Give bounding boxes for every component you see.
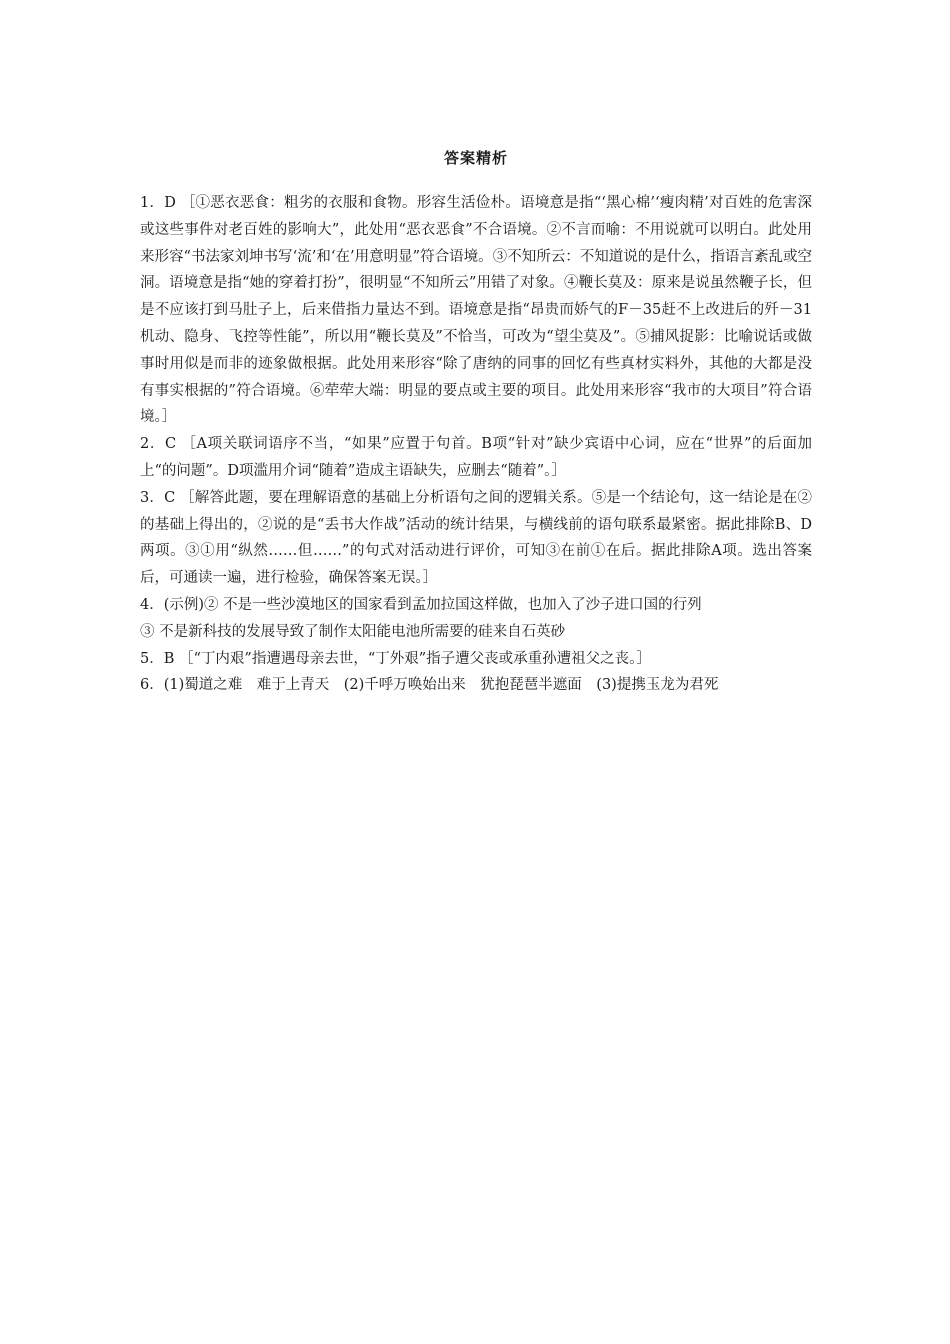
answer-item-6: 6．(1)蜀道之难 难于上青天 (2)千呼万唤始出来 犹抱琵琶半遮面 (3)提携玉龙为君死: [140, 677, 719, 694]
answer-item-1: 1．D ［①恶衣恶食：粗劣的衣服和食物。形容生活俭朴。语境意是指“‘黑心棉’‘瘦肉精’对百姓的危害深或这些事件对老百姓的影响大”，此处用“恶衣恶食”不合语境。②不言而喻：不用说就可以明白。此处用来形容“书法家刘坤书写‘流’和‘在’用意明显”符合语境。③不知所云：不知道说的是什么，指语言紊乱或空洞。语境意是指“她的穿着打扮”，很明显“不知所云”用错了对象。④鞭长莫及：原来是说虽然鞭子长，但是不应该打到马肚子上，后来借指力量达不到。语境意是指“昂贵而娇气的F－35赶不上改进后的歼－31机动、隐身、飞控等性能”，所以用“鞭长莫及”不恰当，可改为“望尘莫及”。⑤捕风捉影：比喻说话或做事时用似是而非的迹象做根据。此处用来形容“除了唐纳的同事的回忆有些真材实料外，其他的大都是没有事实根据的”符合语境。⑥荦荦大端：明显的要点或主要的项目。此处用来形容“我市的大项目”符合语境。］: [140, 195, 812, 426]
page-title: 答案精析: [443, 149, 508, 167]
answer-sheet: [140, 140, 812, 699]
answer-item-2: 2．C ［A项关联词语序不当，“如果”应置于句首。B项“针对”缺少宾语中心词，应在“世界”的后面加上“的问题”。D项滥用介词“随着”造成主语缺失，应删去“随着”。］: [140, 436, 812, 479]
answer-item-5: 5．B ［“丁内艰”指遭遇母亲去世，“丁外艰”指子遭父丧或承重孙遭祖父之丧。］: [140, 650, 651, 667]
answer-item-4: 4．(示例)② 不是一些沙漠地区的国家看到孟加拉国这样做，也加入了沙子进口国的行列: [140, 596, 702, 613]
answer-item-4-part-2: ③ 不是新科技的发展导致了制作太阳能电池所需要的硅来自石英砂: [140, 623, 566, 640]
answer-item-3: 3．C ［解答此题，要在理解语意的基础上分析语句之间的逻辑关系。⑤是一个结论句，这一结论是在②的基础上得出的，②说的是“丢书大作战”活动的统计结果，与横线前的语句联系最紧密。据此排除B、D两项。③①用“纵然……但……”的句式对活动进行评价，可知③在前①在后。据此排除A项。选出答案后，可通读一遍，进行检验，确保答案无误。］: [140, 489, 812, 587]
answer-list: [140, 190, 812, 699]
